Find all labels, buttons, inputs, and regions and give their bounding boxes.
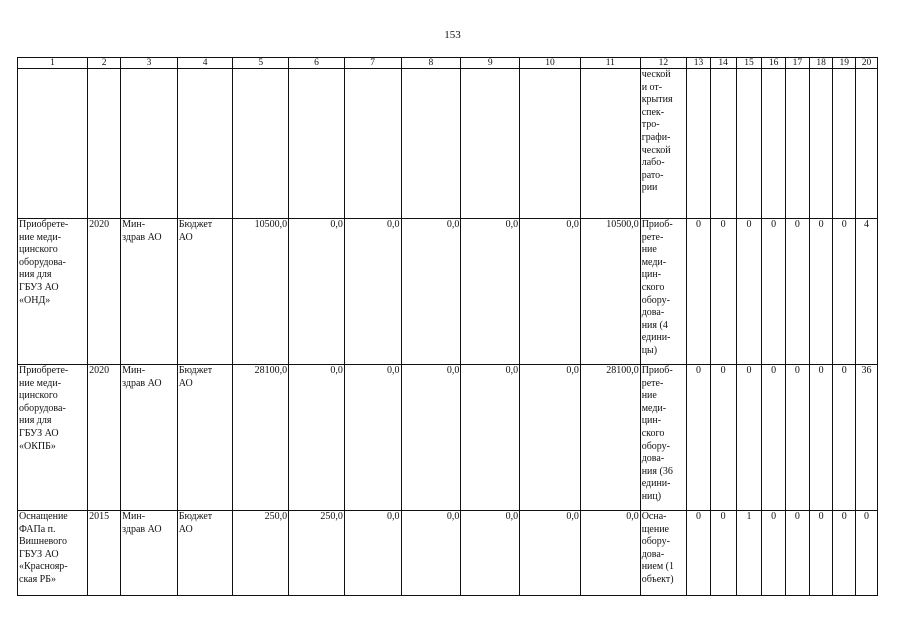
column-number: 4 — [177, 58, 233, 69]
program-table — [17, 57, 878, 596]
cell-col-2 — [88, 69, 121, 219]
cell-col-2: 2015 — [88, 511, 121, 596]
cell-col-8 — [401, 69, 461, 219]
column-number: 1 — [18, 58, 88, 69]
cell-col-5: 28100,0 — [233, 365, 289, 511]
cell-col-15: 1 — [736, 511, 762, 596]
column-number: 7 — [344, 58, 401, 69]
cell-col-6: 0,0 — [289, 219, 345, 365]
column-number: 17 — [786, 58, 810, 69]
cell-col-7: 0,0 — [344, 219, 401, 365]
cell-col-19 — [833, 69, 856, 219]
cell-col-5 — [233, 69, 289, 219]
cell-col-11: 0,0 — [580, 511, 640, 596]
cell-col-8: 0,0 — [401, 511, 461, 596]
cell-col-3: Мин- здрав АО — [121, 511, 178, 596]
cell-col-14: 0 — [710, 511, 736, 596]
cell-col-11: 28100,0 — [580, 365, 640, 511]
cell-col-1: Оснащение ФАПа п. Вишневого ГБУЗ АО «Краснояр- ская РБ» — [18, 511, 88, 596]
column-number: 5 — [233, 58, 289, 69]
cell-col-14: 0 — [710, 219, 736, 365]
cell-col-4: Бюджет АО — [177, 219, 233, 365]
column-number: 9 — [461, 58, 520, 69]
cell-col-10: 0,0 — [520, 219, 581, 365]
column-number: 15 — [736, 58, 762, 69]
cell-col-1 — [18, 69, 88, 219]
cell-col-7: 0,0 — [344, 511, 401, 596]
cell-col-12: Приоб- рете- ние меди- цин- ского обору- дова- ния (36 едини- ниц) — [640, 365, 686, 511]
cell-col-13: 0 — [687, 365, 711, 511]
cell-col-3: Мин- здрав АО — [121, 365, 178, 511]
cell-col-13 — [687, 69, 711, 219]
column-number: 18 — [809, 58, 833, 69]
column-number: 10 — [520, 58, 581, 69]
column-number: 16 — [762, 58, 786, 69]
cell-col-17: 0 — [786, 219, 810, 365]
table-row — [18, 365, 878, 511]
cell-col-15 — [736, 69, 762, 219]
column-number: 6 — [289, 58, 345, 69]
cell-col-5: 250,0 — [233, 511, 289, 596]
cell-col-12: Приоб- рете- ние меди- цин- ского обору- дова- ния (4 едини- цы) — [640, 219, 686, 365]
cell-col-13: 0 — [687, 511, 711, 596]
cell-col-7 — [344, 69, 401, 219]
cell-col-7: 0,0 — [344, 365, 401, 511]
cell-col-12: ческой и от- крытия спек- тро- графи- ческой лабо- рато- рии — [640, 69, 686, 219]
cell-col-6 — [289, 69, 345, 219]
table-row — [18, 69, 878, 219]
cell-col-19: 0 — [833, 365, 856, 511]
cell-col-10 — [520, 69, 581, 219]
column-number: 3 — [121, 58, 178, 69]
cell-col-6: 0,0 — [289, 365, 345, 511]
cell-col-4: Бюджет АО — [177, 365, 233, 511]
cell-col-18: 0 — [809, 511, 833, 596]
cell-col-16: 0 — [762, 511, 786, 596]
cell-col-2: 2020 — [88, 219, 121, 365]
column-number: 20 — [856, 58, 878, 69]
cell-col-5: 10500,0 — [233, 219, 289, 365]
cell-col-19: 0 — [833, 511, 856, 596]
cell-col-11: 10500,0 — [580, 219, 640, 365]
cell-col-6: 250,0 — [289, 511, 345, 596]
cell-col-14 — [710, 69, 736, 219]
column-number: 19 — [833, 58, 856, 69]
cell-col-18: 0 — [809, 219, 833, 365]
cell-col-15: 0 — [736, 219, 762, 365]
column-number: 2 — [88, 58, 121, 69]
cell-col-17 — [786, 69, 810, 219]
cell-col-15: 0 — [736, 365, 762, 511]
cell-col-8: 0,0 — [401, 219, 461, 365]
cell-col-16: 0 — [762, 365, 786, 511]
cell-col-1: Приобрете- ние меди- цинского оборудова- ния для ГБУЗ АО «ОНД» — [18, 219, 88, 365]
column-number: 8 — [401, 58, 461, 69]
cell-col-9: 0,0 — [461, 511, 520, 596]
cell-col-3 — [121, 69, 178, 219]
cell-col-4: Бюджет АО — [177, 511, 233, 596]
cell-col-18 — [809, 69, 833, 219]
cell-col-9: 0,0 — [461, 365, 520, 511]
cell-col-17: 0 — [786, 365, 810, 511]
cell-col-17: 0 — [786, 511, 810, 596]
table-row — [18, 511, 878, 596]
page-number: 153 — [444, 29, 461, 41]
cell-col-12: Осна- щение обору- дова- нием (1 объект) — [640, 511, 686, 596]
column-number: 14 — [710, 58, 736, 69]
cell-col-18: 0 — [809, 365, 833, 511]
table-row — [18, 219, 878, 365]
cell-col-3: Мин- здрав АО — [121, 219, 178, 365]
cell-col-20: 0 — [856, 511, 878, 596]
cell-col-16 — [762, 69, 786, 219]
cell-col-16: 0 — [762, 219, 786, 365]
cell-col-20: 36 — [856, 365, 878, 511]
cell-col-4 — [177, 69, 233, 219]
cell-col-19: 0 — [833, 219, 856, 365]
cell-col-2: 2020 — [88, 365, 121, 511]
cell-col-11 — [580, 69, 640, 219]
cell-col-9 — [461, 69, 520, 219]
column-number: 11 — [580, 58, 640, 69]
cell-col-9: 0,0 — [461, 219, 520, 365]
column-number: 12 — [640, 58, 686, 69]
column-number-row — [18, 58, 878, 69]
cell-col-10: 0,0 — [520, 511, 581, 596]
cell-col-10: 0,0 — [520, 365, 581, 511]
cell-col-8: 0,0 — [401, 365, 461, 511]
cell-col-20: 4 — [856, 219, 878, 365]
cell-col-14: 0 — [710, 365, 736, 511]
cell-col-20 — [856, 69, 878, 219]
cell-col-1: Приобрете- ние меди- цинского оборудова- ния для ГБУЗ АО «ОКПБ» — [18, 365, 88, 511]
cell-col-13: 0 — [687, 219, 711, 365]
column-number: 13 — [687, 58, 711, 69]
